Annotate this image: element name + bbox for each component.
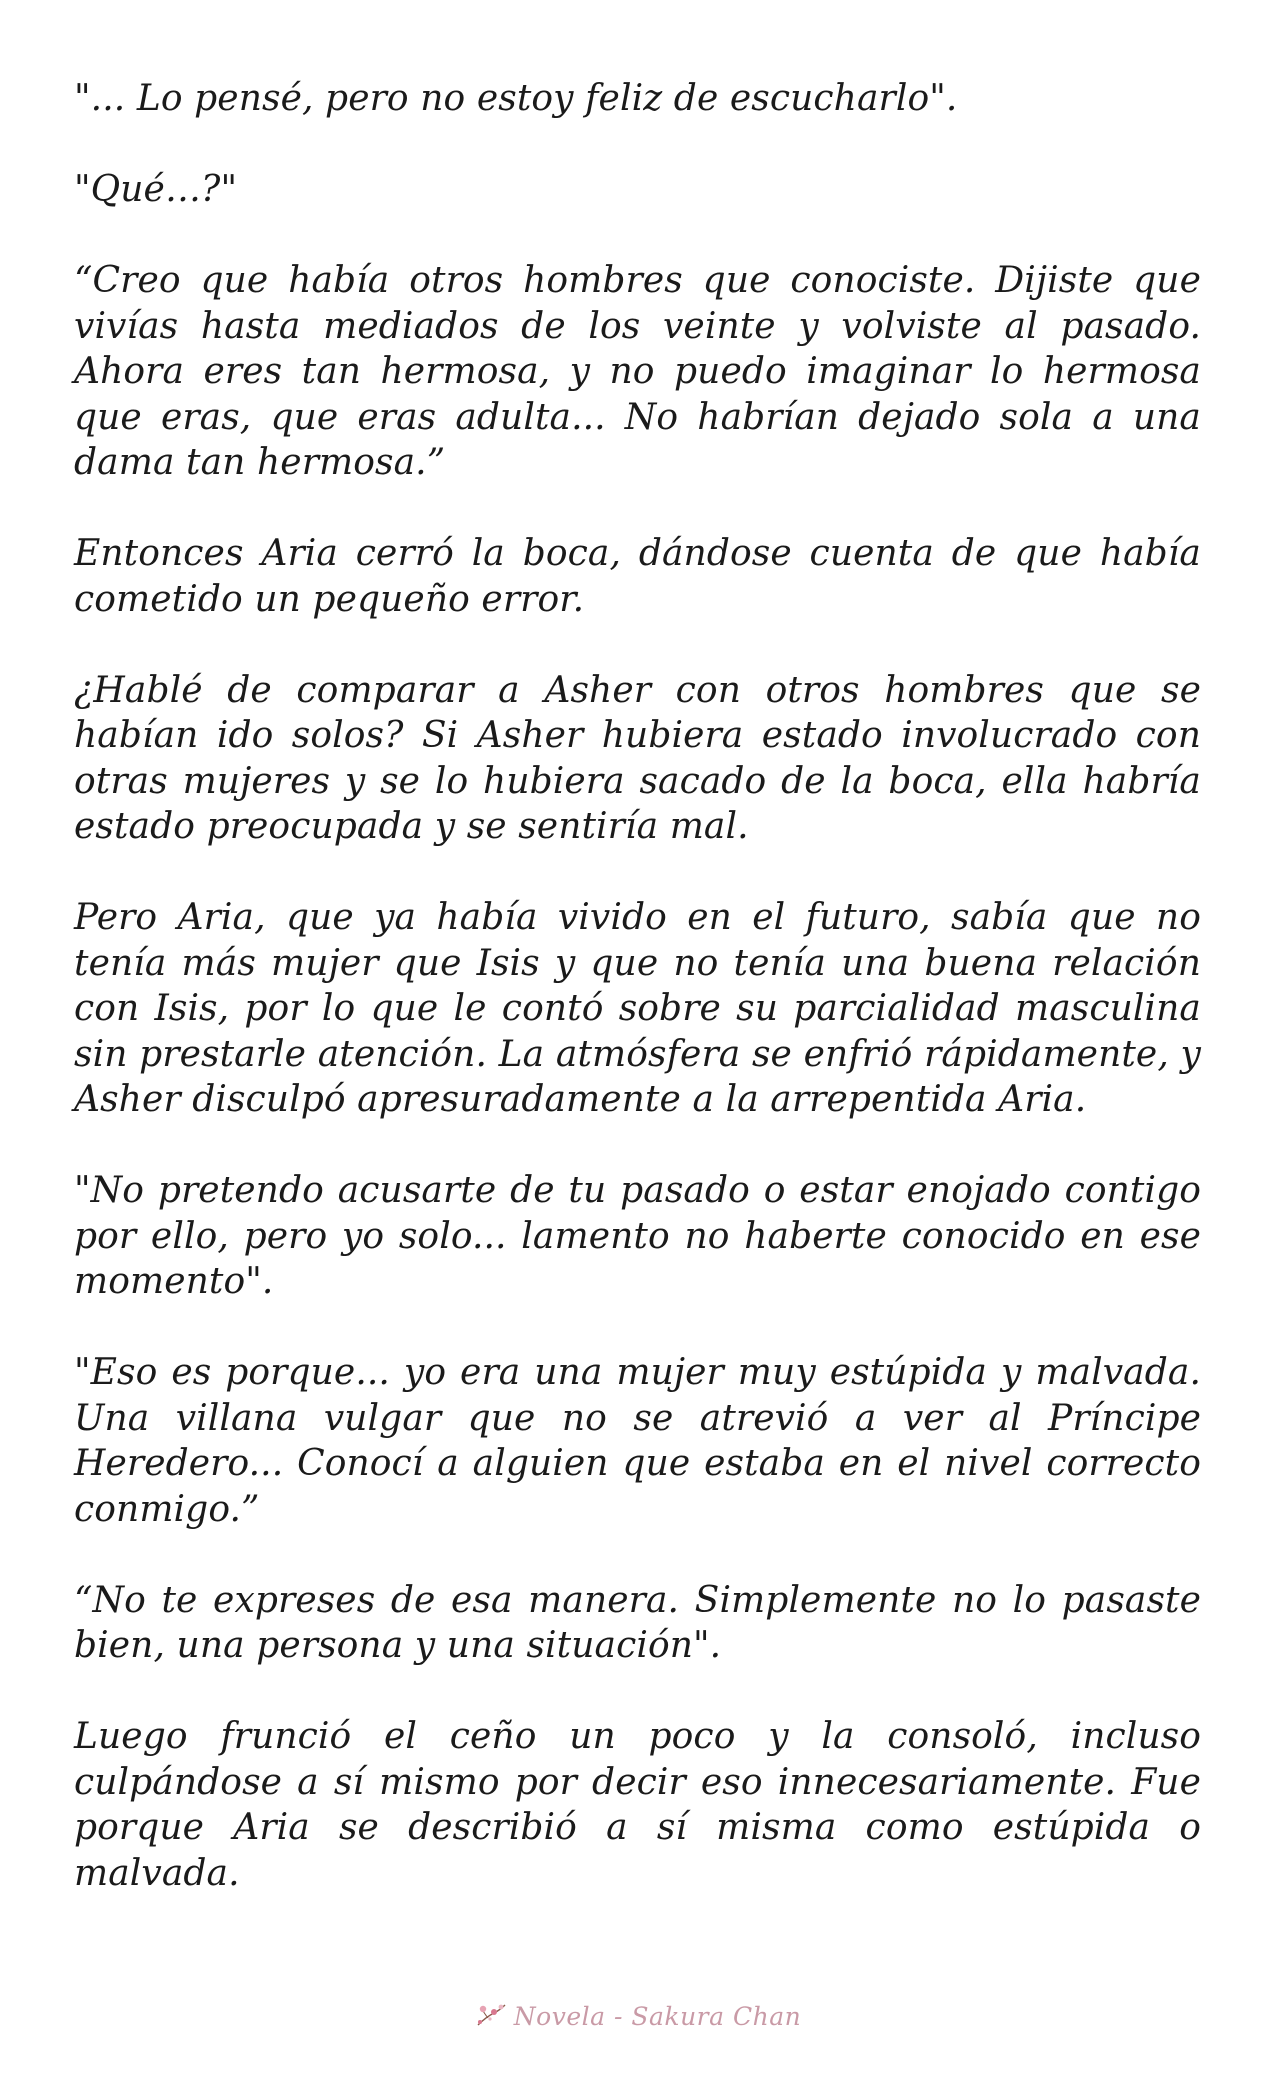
watermark-logo (464, 1997, 811, 2035)
paragraph: "No pretendo acusarte de tu pasado o estar enojado contigo por ello, pero yo solo... lamento no haberte conocido en ese momento". (74, 1170, 1201, 1302)
paragraph: "... Lo pensé, pero no estoy feliz de escucharlo". (74, 78, 958, 119)
paragraph: "Eso es porque... yo era una mujer muy estúpida y malvada. Una villana vulgar que no se atrevió a ver al Príncipe Heredero... Conocí a alguien que estaba en el nivel correcto conmigo.” (74, 1352, 1201, 1530)
paragraph: “No te expreses de esa manera. Simplemente no lo pasaste bien, una persona y una situación". (74, 1579, 1201, 1666)
paragraph: "Qué…?" (74, 169, 238, 210)
sakura-flower-icon (474, 2001, 508, 2031)
document-body (74, 76, 1201, 1896)
paragraph: Entonces Aria cerró la boca, dándose cuenta de que había cometido un pequeño error. (74, 533, 1201, 620)
paragraph: ¿Hablé de comparar a Asher con otros hombres que se habían ido solos? Si Asher hubiera estado involucrado con otras mujeres y se lo hubiera sacado de la boca, ella habría estado preocupada y se sentiría mal. (74, 669, 1201, 847)
paragraph: Pero Aria, que ya había vivido en el futuro, sabía que no tenía más mujer que Isis y que no tenía una buena relación con Isis, por lo que le contó sobre su parcialidad masculina sin prestarle atención. La atmósfera se enfrió rápidamente, y Asher disculpó apresuradamente a la arrepentida Aria. (74, 897, 1201, 1120)
paragraph: Luego frunció el ceño un poco y la consoló, incluso culpándose a sí mismo por decir eso innecesariamente. Fue porque Aria se describió a sí misma como estúpida o malvada. (74, 1716, 1201, 1894)
paragraph: “Creo que había otros hombres que conociste. Dijiste que vivías hasta mediados de los veinte y volviste al pasado. Ahora eres tan hermosa, y no puedo imaginar lo hermosa que eras, que eras adulta... No habrían dejado sola a una dama tan hermosa.” (74, 260, 1201, 483)
footer (0, 1986, 1275, 2046)
watermark-text: Novela - Sakura Chan (513, 2001, 802, 2031)
